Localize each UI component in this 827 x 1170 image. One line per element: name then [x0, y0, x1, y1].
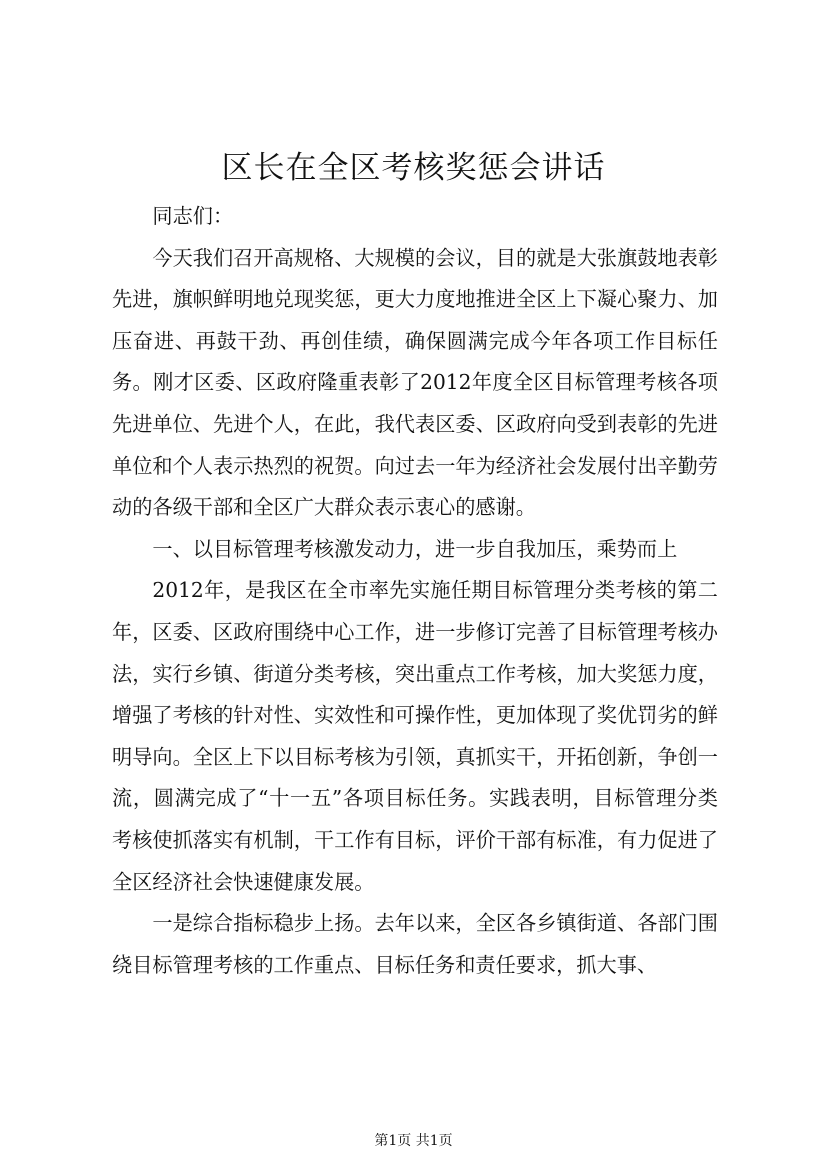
section-heading: 一、以目标管理考核激发动力，进一步自我加压，乘势而上: [152, 536, 678, 561]
document-body: [112, 196, 718, 986]
body-paragraph: 2012年，是我区在全市率先实施任期目标管理分类考核的第二年，区委、区政府围绕中心工作，进一步修订完善了目标管理考核办法，实行乡镇、街道分类考核，突出重点工作考核，加大奖惩力度，增强了考核的针对性、实效性和可操作性，更加体现了奖优罚劣的鲜明导向。全区上下以目标考核为引领，真抓实干，开拓创新，争创一流，圆满完成了“十一五”各项目标任务。实践表明，目标管理分类考核使抓落实有机制，干工作有目标，评价干部有标准，有力促进了全区经济社会快速健康发展。: [112, 578, 718, 894]
body-paragraph: 一是综合指标稳步上扬。去年以来，全区各乡镇街道、各部门围绕目标管理考核的工作重点、目标任务和责任要求，抓大事、: [112, 911, 718, 977]
salutation-paragraph: 同志们：: [152, 204, 234, 228]
document-title: 区长在全区考核奖惩会讲话: [221, 150, 606, 186]
body-paragraph: 今天我们召开高规格、大规模的会议，目的就是大张旗鼓地表彰先进，旗帜鲜明地兑现奖惩，更大力度地推进全区上下凝心聚力、加压奋进、再鼓干劲、再创佳绩，确保圆满完成今年各项工作目标任务。刚才区委、区政府隆重表彰了2012年度全区目标管理考核各项先进单位、先进个人，在此，我代表区委、区政府向受到表彰的先进单位和个人表示热烈的祝贺。向过去一年为经济社会发展付出辛勤劳动的各级干部和全区广大群众表示衷心的感谢。: [112, 245, 718, 520]
page-number-footer: 第1页 共1页: [374, 1133, 453, 1149]
